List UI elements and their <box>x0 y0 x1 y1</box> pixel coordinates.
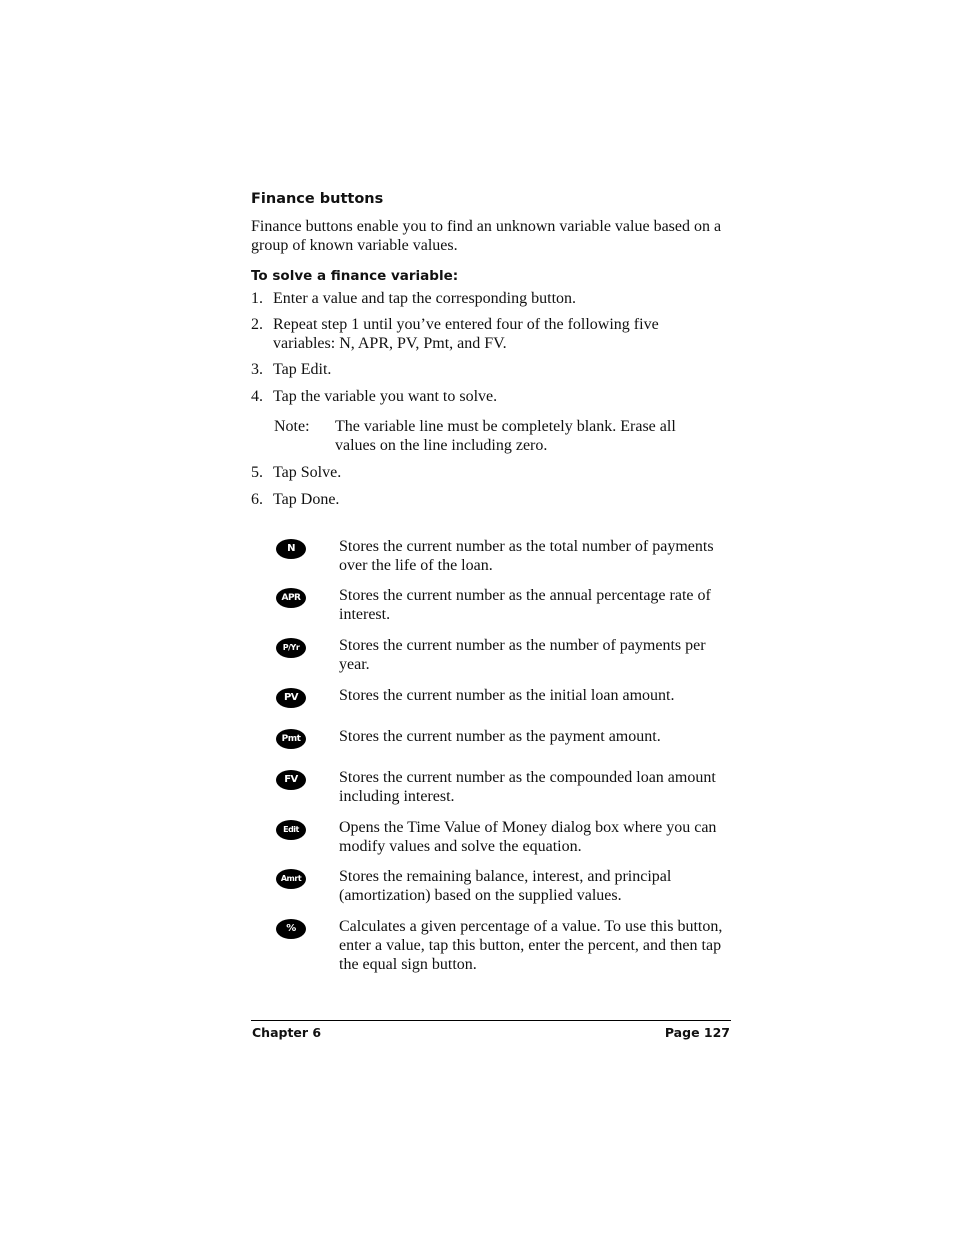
pyr-button-icon: P/Yr <box>276 638 306 658</box>
fv-button-icon: FV <box>276 770 306 790</box>
percent-button-icon: % <box>276 919 306 939</box>
button-description: Stores the current number as the compounded loan amount including interest. <box>339 769 716 805</box>
pmt-button-icon: Pmt <box>276 729 306 749</box>
footer-page-number: Page 127 <box>664 1025 730 1040</box>
n-button-icon: N <box>276 539 306 559</box>
step-text: Tap the variable you want to solve. <box>273 388 498 405</box>
pv-button-icon: PV <box>276 688 306 708</box>
note-label: Note: <box>274 418 310 435</box>
procedure-title: To solve a finance variable: <box>251 268 459 284</box>
button-description: Stores the current number as the annual percentage rate of interest. <box>339 587 711 623</box>
amrt-button-icon: Amrt <box>276 869 306 889</box>
step-text: Repeat step 1 until you’ve entered four of the following five variables: N, APR, PV, Pmt, and FV. <box>273 316 659 352</box>
step-text: Enter a value and tap the corresponding button. <box>273 290 577 307</box>
note-text: The variable line must be completely blank. Erase all values on the line including zero. <box>335 418 676 454</box>
step-number: 3. <box>251 361 263 378</box>
step-number: 5. <box>251 464 263 481</box>
step-text: Tap Done. <box>273 491 340 508</box>
step-number: 1. <box>251 290 263 307</box>
footer-chapter: Chapter 6 <box>252 1025 322 1040</box>
button-description: Stores the current number as the payment amount. <box>339 728 661 745</box>
step-number: 4. <box>251 388 263 405</box>
step-number: 2. <box>251 316 263 333</box>
section-title: Finance buttons <box>251 191 384 207</box>
button-description: Stores the current number as the initial loan amount. <box>339 687 675 704</box>
section-intro: Finance buttons enable you to find an unknown variable value based on a group of known variable values. <box>251 218 722 254</box>
step-number: 6. <box>251 491 263 508</box>
step-text: Tap Edit. <box>273 361 332 378</box>
step-text: Tap Solve. <box>273 464 342 481</box>
button-description: Stores the current number as the total number of payments over the life of the loan. <box>339 538 714 574</box>
apr-button-icon: APR <box>276 588 306 608</box>
button-description: Stores the current number as the number of payments per year. <box>339 637 706 673</box>
button-description: Stores the remaining balance, interest, and principal (amortization) based on the supplied values. <box>339 868 672 904</box>
button-description: Calculates a given percentage of a value. To use this button, enter a value, tap this button, enter the percent, and then tap the equal sign button. <box>339 918 723 973</box>
button-description: Opens the Time Value of Money dialog box where you can modify values and solve the equation. <box>339 819 717 855</box>
footer-divider <box>251 1020 731 1021</box>
edit-button-icon: Edit <box>276 820 306 840</box>
